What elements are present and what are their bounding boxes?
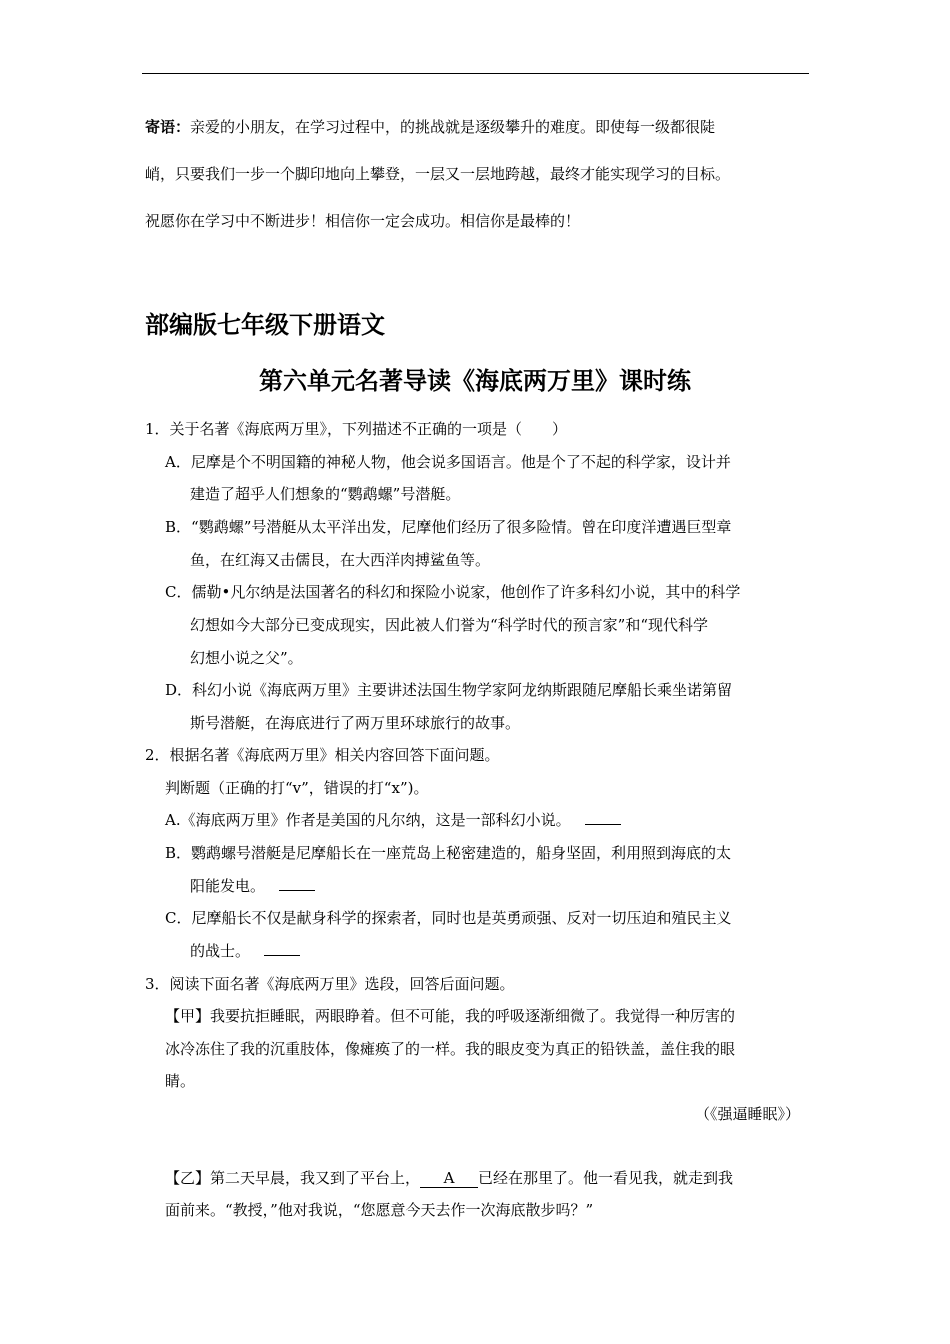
q1-option-c-line-1: C．儒勒•凡尔纳是法国著名的科幻和探险小说家，他创作了许多科幻小说，其中的科学 <box>165 583 741 601</box>
q1-option-c-line-3: 幻想小说之父”。 <box>190 649 303 667</box>
q2-item-b-answer-blank[interactable] <box>279 876 315 891</box>
q3-stem: 3．阅读下面名著《海底两万里》选段，回答后面问题。 <box>145 975 515 993</box>
q3-passage-jia-line-2: 冰冷冻住了我的沉重肢体，像瘫痪了的一样。我的眼皮变为真正的铅铁盖，盖住我的眼 <box>165 1040 736 1058</box>
q2-item-c-line-1: C．尼摩船长不仅是献身科学的探索者，同时也是英勇顽强、反对一切压迫和殖民主义 <box>165 909 732 927</box>
intro-label: 寄语： <box>145 118 191 136</box>
q2-item-b-line-2: 阳能发电。 <box>190 876 315 896</box>
q1-option-d-line-1: D．科幻小说《海底两万里》主要讲述法国生物学家阿龙纳斯跟随尼摩船长乘坐诺第留 <box>165 681 733 699</box>
page-title: 部编版七年级下册语文 <box>145 310 385 339</box>
q3-passage-yi-line-1: 【乙】第二天早晨，我又到了平台上， A 已经在那里了。他一看见我，就走到我 <box>165 1169 734 1187</box>
q1-option-a-line-2: 建造了超乎人们想象的“鹦鹉螺”号潜艇。 <box>190 485 461 503</box>
q1-option-b-line-1: B．“鹦鹉螺”号潜艇从太平洋出发，尼摩他们经历了很多险情。曾在印度洋遭遇巨型章 <box>165 518 732 536</box>
q2-item-c-line-2: 的战士。 <box>190 941 300 961</box>
header-rule <box>142 73 809 74</box>
q3-passage-jia-line-1: 【甲】我要抗拒睡眠，两眼睁着。但不可能，我的呼吸逐渐细微了。我觉得一种厉害的 <box>165 1007 736 1025</box>
page-subtitle: 第六单元名著导读《海底两万里》课时练 <box>259 366 691 395</box>
q1-option-b-line-2: 鱼，在红海又击儒艮，在大西洋肉搏鲨鱼等。 <box>190 551 491 569</box>
q2-instruction: 判断题（正确的打“v”，错误的打“x”)。 <box>165 779 429 797</box>
intro-line-2: 峭，只要我们一步一个脚印地向上攀登，一层又一层地跨越，最终才能实现学习的目标。 <box>145 165 731 183</box>
q2-item-a-answer-blank[interactable] <box>585 810 621 825</box>
q2-stem: 2．根据名著《海底两万里》相关内容回答下面问题。 <box>145 746 500 764</box>
q3-passage-jia-source: （《强逼睡眠》） <box>694 1105 800 1123</box>
q2-item-b-line-1: B．鹦鹉螺号潜艇是尼摩船长在一座荒岛上秘密建造的，船身坚固，利用照到海底的太 <box>165 844 732 862</box>
q1-option-c-line-2: 幻想如今大部分已变成现实，因此被人们誉为“科学时代的预言家”和“现代科学 <box>190 616 709 634</box>
q3-passage-jia-line-3: 睛。 <box>165 1072 196 1090</box>
q1-option-a-line-1: A．尼摩是个不明国籍的神秘人物，他会说多国语言。他是个了不起的科学家，设计并 <box>165 453 731 471</box>
q2-item-c-answer-blank[interactable] <box>264 941 300 956</box>
q3-passage-yi-line-2: 面前来。“教授，”他对我说，“您愿意今天去作一次海底散步吗？” <box>165 1201 594 1219</box>
intro-line-3: 祝愿你在学习中不断进步！相信你一定会成功。相信你是最棒的！ <box>145 212 581 230</box>
q1-stem: 1．关于名著《海底两万里》，下列描述不正确的一项是（ ） <box>145 420 568 438</box>
q1-option-d-line-2: 斯号潜艇，在海底进行了两万里环球旅行的故事。 <box>190 714 521 732</box>
q2-item-a: A.《海底两万里》作者是美国的凡尔纳，这是一部科幻小说。 <box>165 810 621 830</box>
q3-blank-a[interactable]: A <box>420 1169 478 1188</box>
intro-line-1: 寄语：亲爱的小朋友，在学习过程中，的挑战就是逐级攀升的难度。即使每一级都很陡 <box>145 118 716 136</box>
